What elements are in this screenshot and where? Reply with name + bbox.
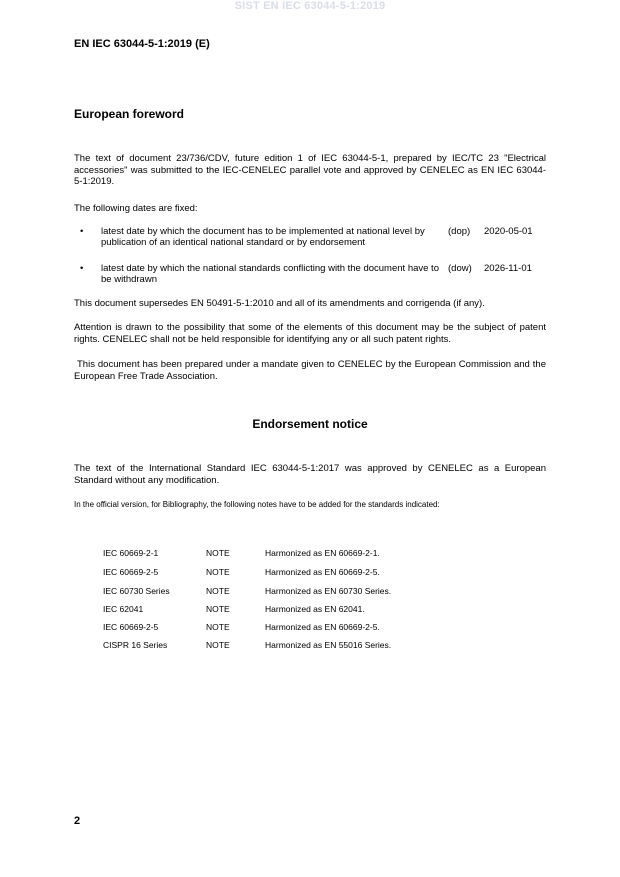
page-number: 2 (74, 815, 81, 827)
note-text-cell: Harmonized as EN 60669-2-1. (265, 548, 380, 558)
date-description: latest date by which the document has to be implemented at national level by publication of an identical national standard or by endorsement (101, 226, 425, 248)
bullet: • (80, 263, 84, 274)
bibliography-note: In the official version, for Bibliography, the following notes have to be added for the standards indicated: (74, 500, 440, 509)
table-row (103, 548, 503, 566)
note-text-cell: Harmonized as EN 60730 Series. (265, 586, 392, 596)
foreword-title: European foreword (74, 107, 185, 121)
note-type-cell: NOTE (206, 604, 230, 614)
attention-paragraph: Attention is drawn to the possibility that some of the elements of this document may be the subject of patent rights. CENELEC shall not be held responsible for identifying any or all such patent rights. (74, 322, 546, 345)
table-row (103, 604, 503, 622)
watermark: SIST EN IEC 63044-5-1:2019 (234, 0, 386, 12)
dates-intro: The following dates are fixed: (74, 203, 198, 214)
endorsement-text: The text of the International Standard IEC 63044-5-1:2017 was approved by CENELEC as a European Standard without any modification. (74, 463, 546, 486)
endorsement-title: Endorsement notice (252, 417, 368, 431)
note-text-cell: Harmonized as EN 60669-2-5. (265, 622, 380, 632)
standard-cell: IEC 60669-2-5 (103, 567, 159, 577)
supersedes-paragraph: This document supersedes EN 50491-5-1:2010 and all of its amendments and corrigenda (if any). (74, 298, 485, 309)
document-header: EN IEC 63044-5-1:2019 (E) (74, 38, 210, 50)
mandate-paragraph: This document has been prepared under a mandate given to CENELEC by the European Commission and the European Free Trade Association. (74, 359, 546, 382)
bullet: • (80, 226, 84, 237)
foreword-intro: The text of document 23/736/CDV, future edition 1 of IEC 63044-5-1, prepared by IEC/TC 23 "Electrical accessories" was submitted to the IEC-CENELEC parallel vote and approved by CENELEC as EN IEC 63044-5-1:2019. (74, 153, 546, 187)
table-row (103, 640, 503, 658)
note-text-cell: Harmonized as EN 55016 Series. (265, 640, 392, 650)
standard-cell: IEC 62041 (103, 604, 144, 614)
note-text-cell: Harmonized as EN 60669-2-5. (265, 567, 380, 577)
date-value: 2020-05-01 (484, 226, 533, 237)
table-row (103, 567, 503, 585)
date-code: (dow) (448, 263, 472, 274)
standard-cell: IEC 60730 Series (103, 586, 170, 596)
note-type-cell: NOTE (206, 640, 230, 650)
standard-cell: IEC 60669-2-1 (103, 548, 159, 558)
note-type-cell: NOTE (206, 586, 230, 596)
standard-cell: CISPR 16 Series (103, 640, 168, 650)
date-description: latest date by which the national standards conflicting with the document have to be withdrawn (101, 263, 439, 285)
note-type-cell: NOTE (206, 622, 230, 632)
standard-cell: IEC 60669-2-5 (103, 622, 159, 632)
note-type-cell: NOTE (206, 567, 230, 577)
date-code: (dop) (448, 226, 471, 237)
table-row (103, 586, 503, 604)
date-value: 2026-11-01 (484, 263, 532, 274)
note-text-cell: Harmonized as EN 62041. (265, 604, 365, 614)
table-row (103, 622, 503, 640)
note-type-cell: NOTE (206, 548, 230, 558)
